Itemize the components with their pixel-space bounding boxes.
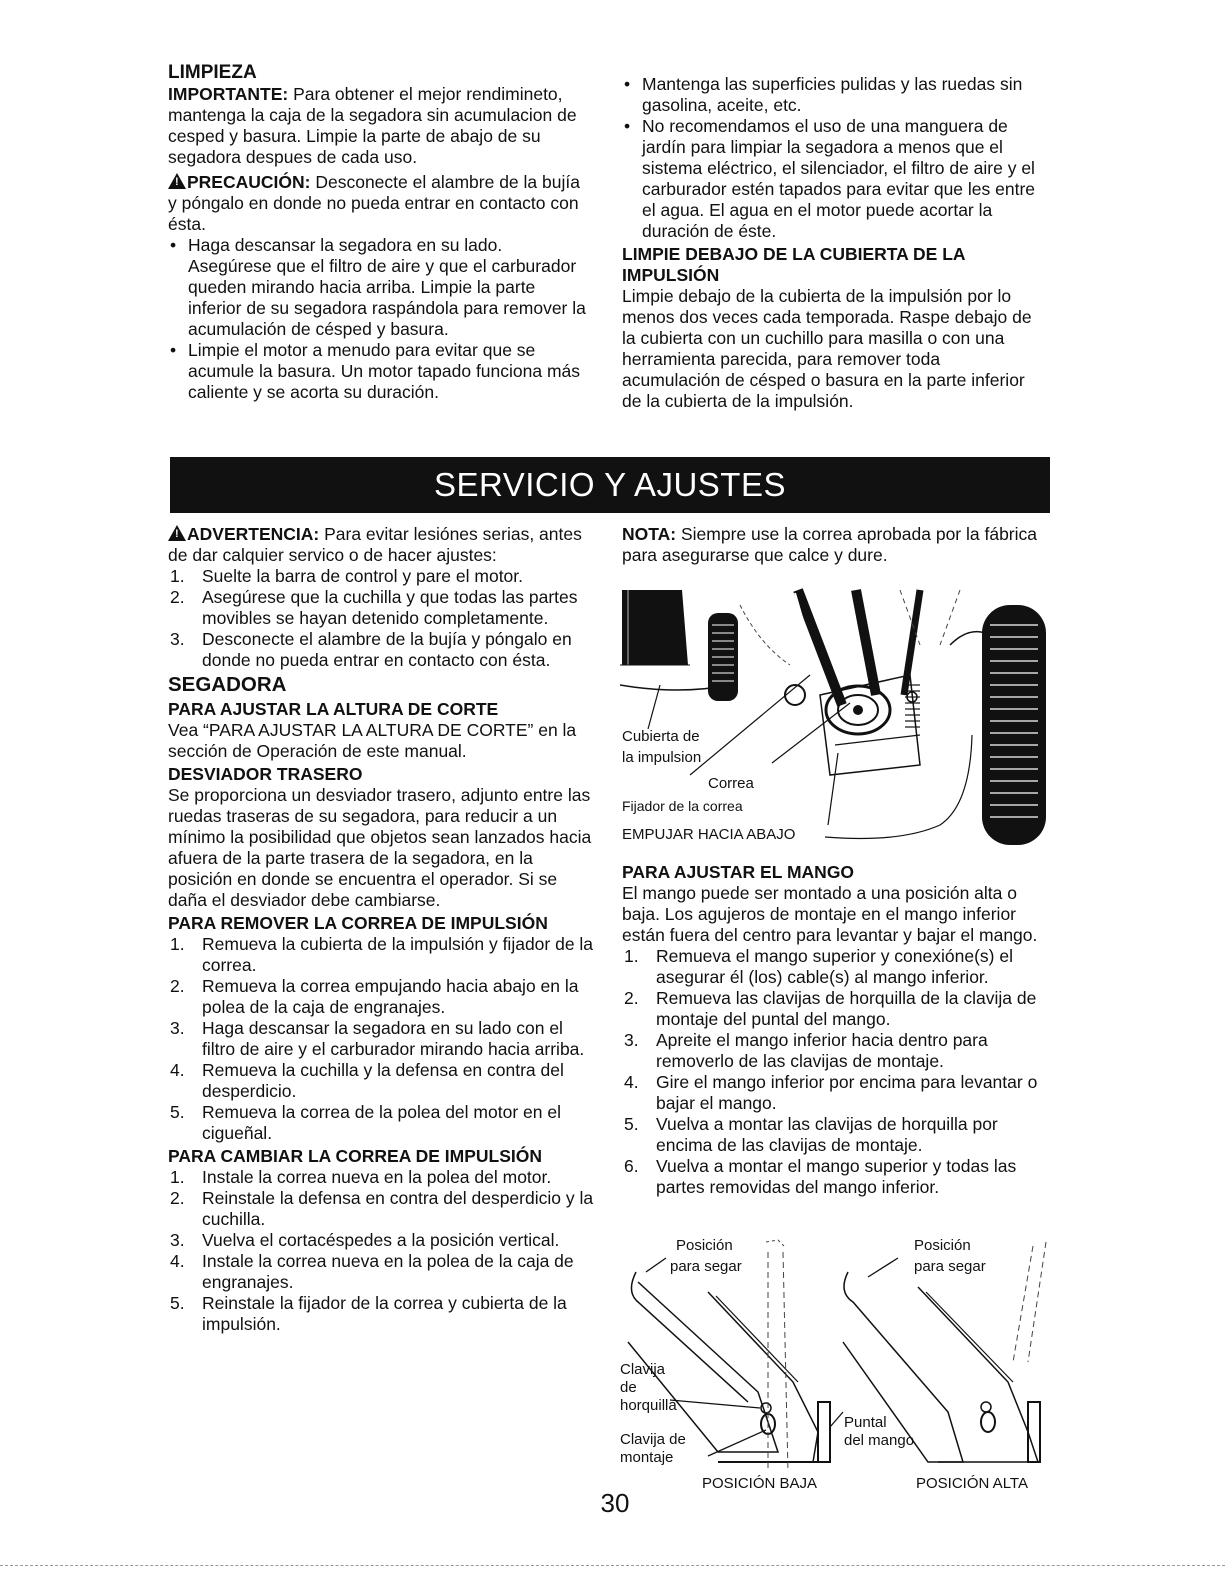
remover-steps: [168, 934, 596, 1144]
nota-lead: NOTA:: [622, 524, 677, 544]
section-banner: SERVICIO Y AJUSTES: [170, 457, 1050, 513]
mango-steps: [622, 946, 1050, 1198]
step-text: Asegúrese que la cuchilla y que todas las partes movibles se hayan detenido completamente.: [202, 587, 578, 628]
nota-text: Siempre use la correa aprobada por la fábrica para asegurarse que calce y dure.: [622, 524, 1038, 565]
advertencia-paragraph: [168, 524, 596, 566]
list-item: • Mantenga las superficies pulidas y las ruedas sin gasolina, aceite, etc.: [622, 74, 1042, 116]
clavija-montaje-label-1: Clavija de: [620, 1431, 686, 1448]
altura-paragraph: Vea “PARA AJUSTAR LA ALTURA DE CORTE” en la sección de Operación de este manual.: [168, 720, 577, 761]
list-item: 4. Instale la correa nueva en la polea de la caja de engranajes.: [170, 1251, 574, 1292]
step-text: Apreite el mango inferior hacia dentro para removerlo de las clavijas de montaje.: [656, 1030, 988, 1071]
list-item: 6. Vuelva a montar el mango superior y todas las partes removidas del mango inferior.: [624, 1156, 1017, 1197]
importante-lead: IMPORTANTE:: [168, 84, 289, 104]
list-item: 2. Remueva las clavijas de horquilla de la clavija de montaje del puntal del mango.: [624, 988, 1037, 1029]
nota-paragraph: [622, 524, 1042, 566]
posicion-segar-label-1: Posición: [914, 1237, 971, 1254]
clavija-montaje-label-2: montaje: [620, 1449, 674, 1466]
correa-label: Correa: [708, 775, 754, 792]
mango-paragraph: El mango puede ser montado a una posición alta o baja. Los agujeros de montaje en el mango inferior están fuera del centro para levantar y bajar el mango.: [622, 883, 1038, 945]
step-text: Gire el mango inferior por encima para levantar o bajar el mango.: [656, 1072, 1038, 1113]
list-item: • No recomendamos el uso de una manguera de jardín para limpiar la segadora a menos que el sistema eléctrico, el silenciador, el filtro de aire y el carburador estén tapados para evitar que les entre el agua. El agua en el motor puede acortar la duración de éste.: [622, 116, 1042, 242]
list-item: 5. Reinstale la fijador de la correa y cubierta de la impulsión.: [170, 1293, 567, 1334]
puntal-label-1: Puntal: [844, 1414, 887, 1431]
step-text: Vuelva a montar las clavijas de horquilla por encima de las clavijas de montaje.: [656, 1114, 998, 1155]
list-item: • Limpie el motor a menudo para evitar que se acumule la basura. Un motor tapado funciona más caliente y se acorta su duración.: [168, 340, 588, 403]
list-item: 3. Vuelva el cortacéspedes a la posición vertical.: [170, 1230, 560, 1250]
step-text: Remueva la cubierta de la impulsión y fijador de la correa.: [202, 934, 594, 975]
list-item: 1. Remueva el mango superior y conexióne(s) el asegurar él (los) cable(s) al mango inferior.: [624, 946, 1013, 987]
step-text: Remueva la cuchilla y la defensa en contra del desperdicio.: [202, 1060, 564, 1101]
warning-triangle-icon: [168, 173, 186, 189]
desviador-paragraph: Se proporciona un desviador trasero, adjunto entre las ruedas traseras de su segadora, para reducir a un mínimo la posibilidad que objetos sean lanzados hacia afuera de la parte trasera de la segadora, en la posición en donde se encuentra el operador. Si se daña el desviador debe cambiarse.: [168, 785, 592, 910]
belt-figure: [620, 585, 1050, 847]
list-item: 2. Asegúrese que la cuchilla y que todas las partes movibles se hayan detenido completamente.: [170, 587, 578, 628]
nota-block: [622, 524, 1042, 566]
importante-text: Para obtener el mejor rendimineto, mantenga la caja de la segadora sin acumulacion de cesped y basura. Limpie la parte de abajo de su segadora despues de cada uso.: [168, 84, 577, 167]
mango-heading: PARA AJUSTAR EL MANGO: [622, 862, 855, 882]
precaucion-text: Desconecte el alambre de la bujía y póngalo en donde no pueda entrar en contacto con ésta.: [168, 172, 580, 234]
step-text: Instale la correa nueva en la polea de la caja de engranajes.: [202, 1251, 574, 1292]
list-item: • Haga descansar la segadora en su lado. Asegúrese que el filtro de aire y que el carburador queden mirando hacia arriba. Limpie la parte inferior de su segadora raspándola para remover la acumulación de césped y basura.: [168, 235, 588, 340]
cambiar-heading: PARA CAMBIAR LA CORREA DE IMPULSIÓN: [168, 1146, 542, 1166]
cubierta-paragraph: Limpie debajo de la cubierta de la impulsión por lo menos dos veces cada temporada. Raspe debajo de la cubierta con un cuchillo para masilla o con una herramienta parecida, para remover toda acumulación de césped o basura en la parte inferior de la cubierta de la impulsión.: [622, 286, 1032, 411]
step-text: Haga descansar la segadora en su lado con el filtro de aire y el carburador mirando hacia arriba.: [202, 1018, 585, 1059]
list-item: 1. Remueva la cubierta de la impulsión y fijador de la correa.: [170, 934, 594, 975]
precaucion-lead: PRECAUCIÓN:: [187, 172, 311, 192]
list-item: 1. Suelte la barra de control y pare el motor.: [170, 566, 524, 586]
limpieza-right-bullet-list: [622, 74, 1042, 242]
step-text: Instale la correa nueva en la polea del motor.: [202, 1167, 552, 1187]
list-item: 2. Remueva la correa empujando hacia abajo en la polea de la caja de engranajes.: [170, 976, 579, 1017]
step-text: Vuelva a montar el mango superior y todas las partes removidas del mango inferior.: [656, 1156, 1017, 1197]
step-text: Reinstale la fijador de la correa y cubierta de la impulsión.: [202, 1293, 567, 1334]
importante-paragraph: [168, 84, 588, 168]
cubierta-label-2: la impulsion: [622, 749, 702, 766]
cambiar-steps: [168, 1167, 596, 1335]
puntal-label-2: del mango: [844, 1432, 915, 1449]
altura-heading: PARA AJUSTAR LA ALTURA DE CORTE: [168, 699, 499, 719]
servicio-left-column: [168, 524, 596, 1335]
step-text: Remueva la correa empujando hacia abajo en la polea de la caja de engranajes.: [202, 976, 579, 1017]
step-text: Remueva las clavijas de horquilla de la clavija de montaje del puntal del mango.: [656, 988, 1037, 1029]
list-item: 3. Desconecte el alambre de la bujía y póngalo en donde no pueda entrar en contacto con ésta.: [170, 629, 572, 670]
list-item: 3. Apreite el mango inferior hacia dentro para removerlo de las clavijas de montaje.: [624, 1030, 988, 1071]
step-text: Remueva la correa de la polea del motor en el cigueñal.: [202, 1102, 561, 1143]
empujar-label: EMPUJAR HACIA ABAJO: [622, 826, 796, 843]
posicion-segar-label-2: para segar: [914, 1258, 986, 1275]
advertencia-steps: [168, 566, 596, 671]
posicion-baja-caption: POSICIÓN BAJA: [702, 1475, 818, 1492]
posicion-alta-caption: POSICIÓN ALTA: [916, 1475, 1028, 1492]
list-item: 5. Remueva la correa de la polea del motor en el cigueñal.: [170, 1102, 561, 1143]
page-number: 30: [600, 1488, 630, 1518]
cubierta-label-1: Cubierta de: [622, 728, 700, 745]
step-text: Vuelva el cortacéspedes a la posición vertical.: [202, 1230, 560, 1250]
step-text: Desconecte el alambre de la bujía y póngalo en donde no pueda entrar en contacto con ésta.: [202, 629, 572, 670]
clavija-horquilla-label-3: horquilla: [620, 1397, 677, 1414]
step-text: Suelte la barra de control y pare el motor.: [202, 566, 524, 586]
cubierta-heading: LIMPIE DEBAJO DE LA CUBIERTA DE LA IMPULSIÓN: [622, 244, 965, 285]
list-item: 4. Gire el mango inferior por encima para levantar o bajar el mango.: [624, 1072, 1038, 1113]
list-item: 3. Haga descansar la segadora en su lado con el filtro de aire y el carburador mirando hacia arriba.: [170, 1018, 585, 1059]
posicion-segar-label-2: para segar: [670, 1258, 742, 1275]
warning-triangle-icon: [168, 525, 186, 541]
remover-heading: PARA REMOVER LA CORREA DE IMPULSIÓN: [168, 913, 548, 933]
precaucion-paragraph: [168, 172, 588, 235]
limpieza-bullet-list: [168, 235, 588, 403]
fijador-label: Fijador de la correa: [622, 798, 743, 814]
list-item: 2. Reinstale la defensa en contra del desperdicio y la cuchilla.: [170, 1188, 594, 1229]
list-item: 5. Vuelva a montar las clavijas de horquilla por encima de las clavijas de montaje.: [624, 1114, 998, 1155]
limpieza-heading: LIMPIEZA: [168, 62, 257, 83]
desviador-heading: DESVIADOR TRASERO: [168, 764, 363, 784]
step-text: Reinstale la defensa en contra del desperdicio y la cuchilla.: [202, 1188, 594, 1229]
advertencia-lead: ADVERTENCIA:: [187, 524, 320, 544]
handle-figure: [618, 1232, 1054, 1492]
step-text: Remueva el mango superior y conexióne(s) el asegurar él (los) cable(s) al mango inferior.: [656, 946, 1013, 987]
bottom-divider: [0, 1565, 1225, 1566]
list-item: 1. Instale la correa nueva en la polea del motor.: [170, 1167, 552, 1187]
clavija-horquilla-label-1: Clavija: [620, 1361, 666, 1378]
limpieza-right-column: [622, 74, 1042, 412]
advertencia-text: Para evitar lesiónes serias, antes de dar calquier servico o de hacer ajustes:: [168, 524, 582, 565]
clavija-horquilla-label-2: de: [620, 1379, 637, 1396]
posicion-segar-label-1: Posición: [676, 1237, 733, 1254]
limpieza-left-column: [168, 62, 588, 403]
list-item: 4. Remueva la cuchilla y la defensa en contra del desperdicio.: [170, 1060, 564, 1101]
mango-block: [622, 860, 1050, 1198]
segadora-heading: SEGADORA: [168, 673, 287, 696]
